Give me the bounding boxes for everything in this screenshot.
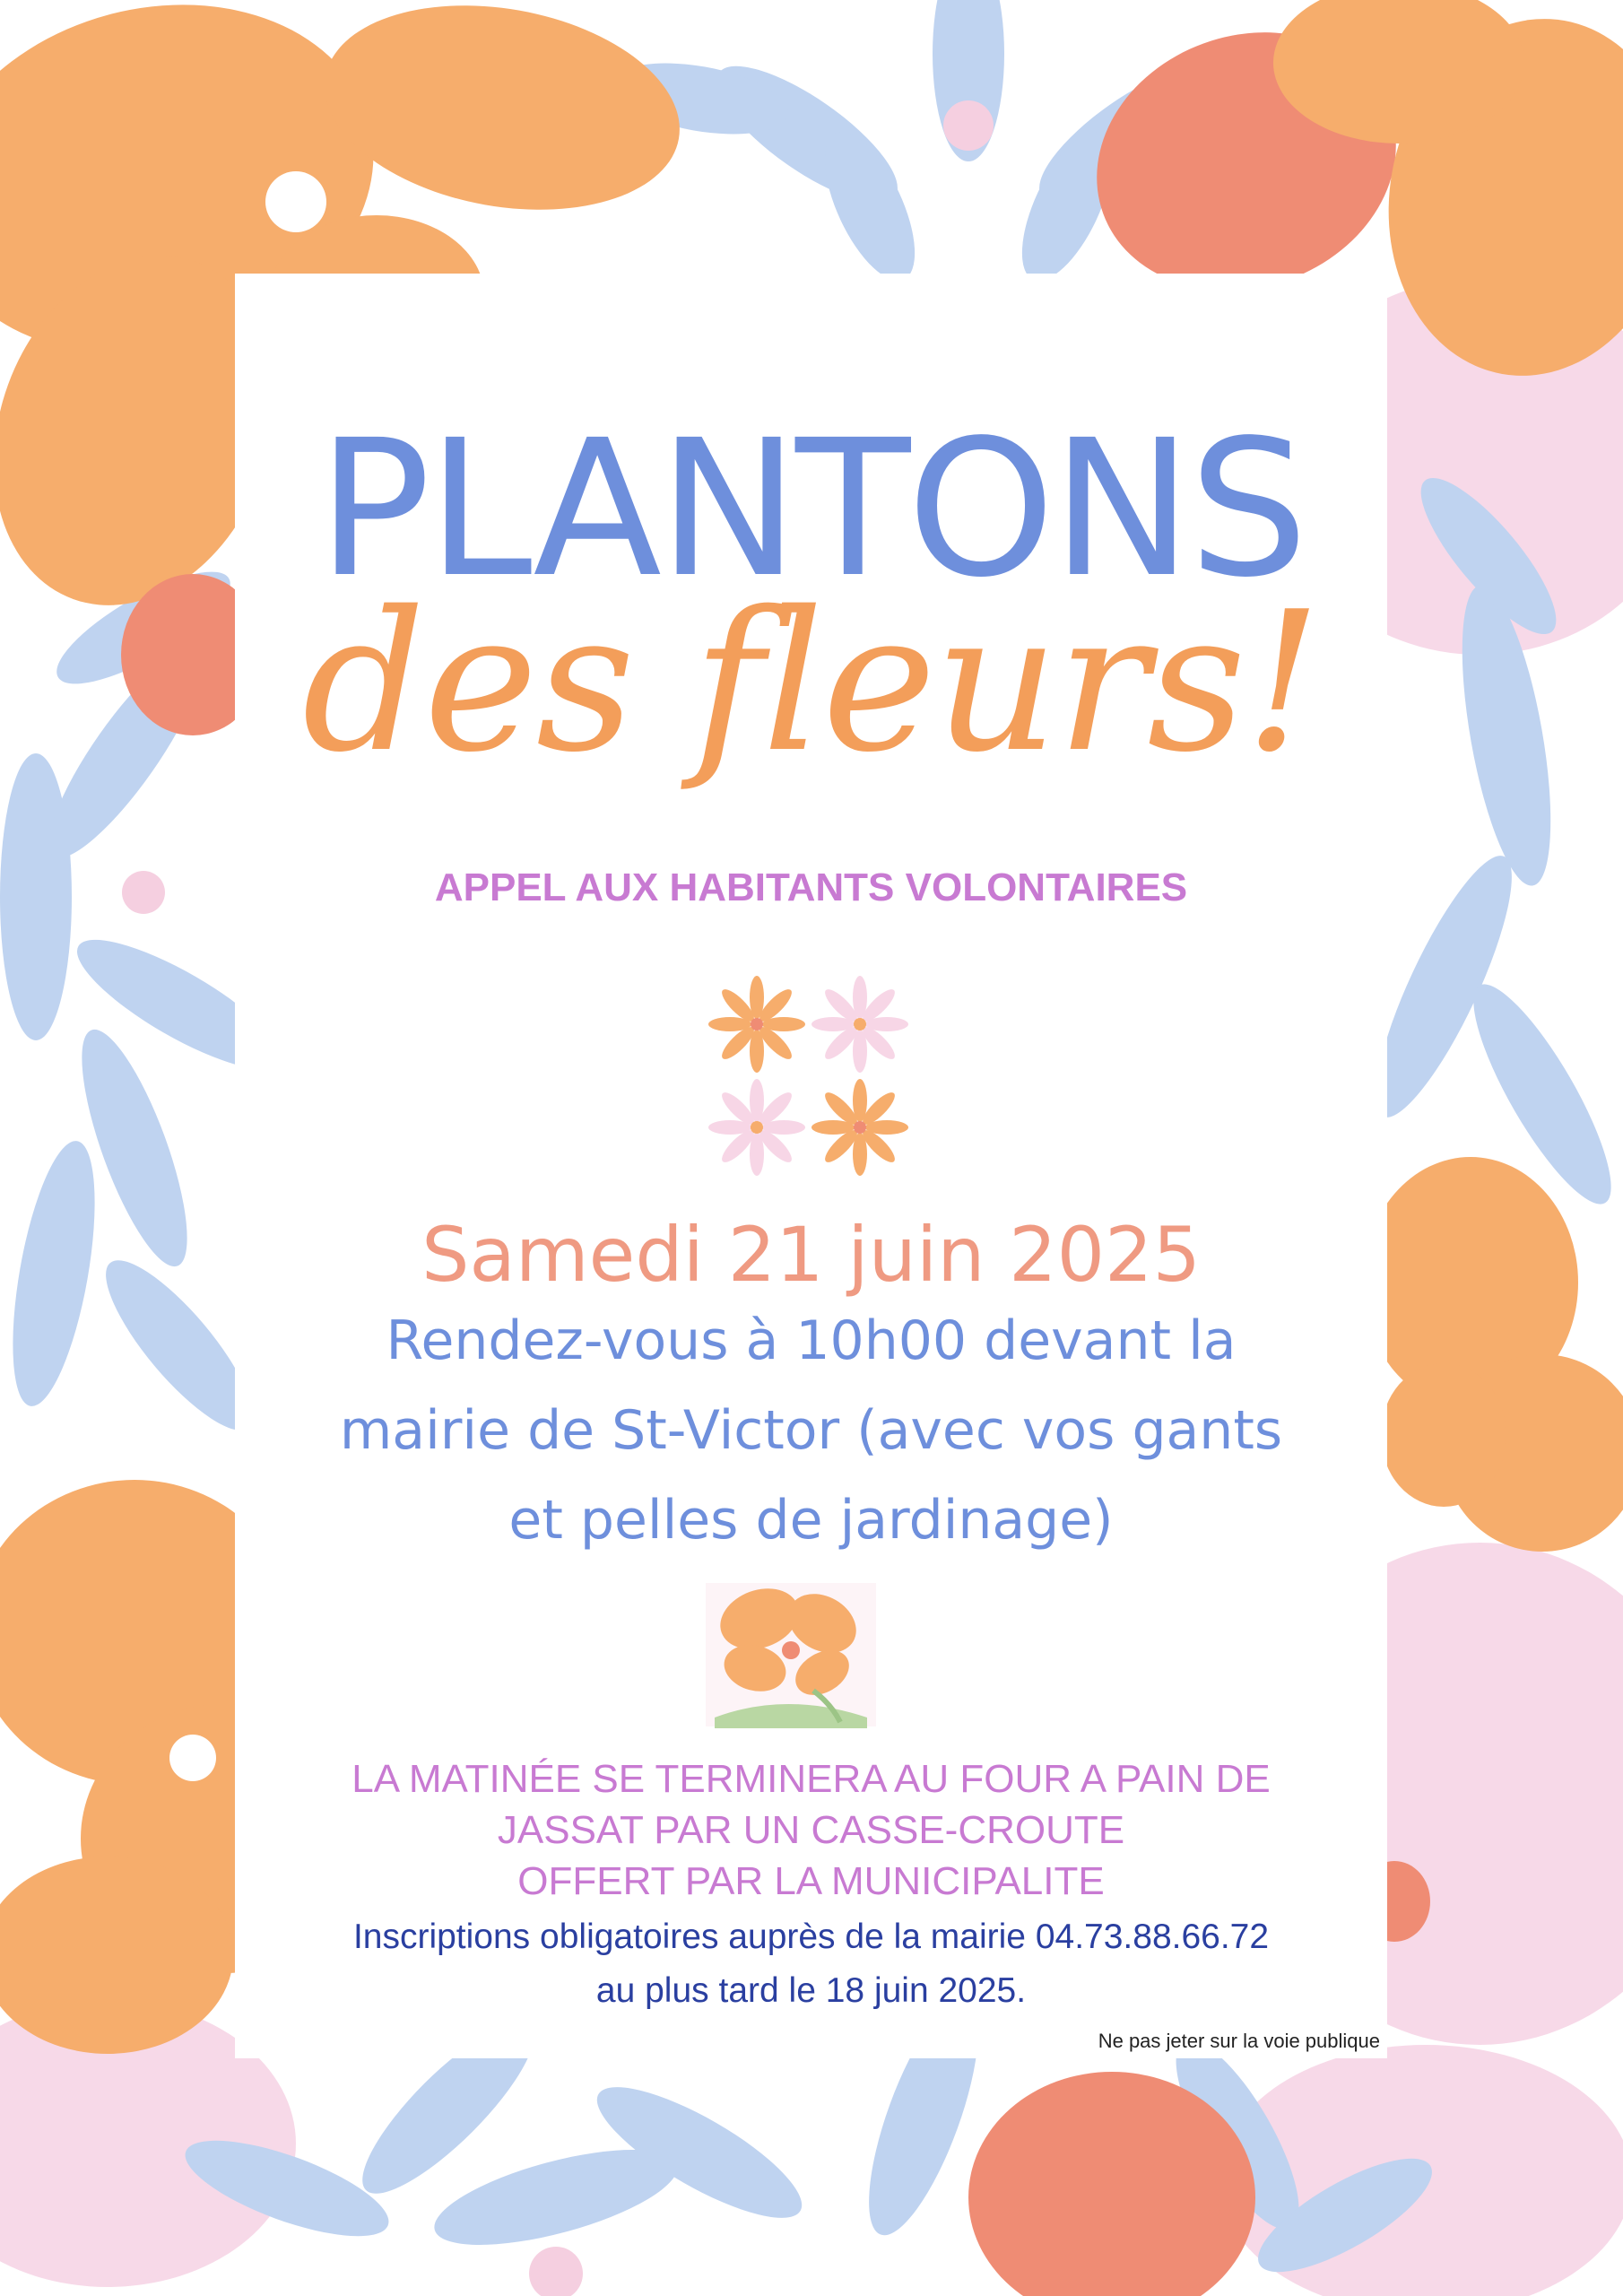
rendezvous-text — [235, 1296, 1387, 1565]
matinee-line: LA MATINÉE SE TERMINERA AU FOUR A PAIN DE — [352, 1757, 1271, 1801]
inscription-line: au plus tard le 18 juin 2025. — [595, 1971, 1027, 2010]
content-panel — [235, 274, 1387, 2058]
inscription-line: Inscriptions obligatoires auprès de la mairie 04.73.88.66.72 — [352, 1918, 1270, 1956]
rendezvous-line: mairie de St-Victor (avec vos gants — [339, 1399, 1283, 1462]
matinee-line: OFFERT PAR LA MUNICIPALITE — [517, 1859, 1105, 1903]
inscription-text — [235, 1910, 1387, 2018]
flower-tiles-icon — [706, 973, 912, 1179]
event-date: Samedi 21 juin 2025 — [421, 1211, 1201, 1299]
appeal-text: APPEL AUX HABITANTS VOLONTAIRES — [434, 865, 1188, 909]
footer-note: Ne pas jeter sur la voie publique — [1098, 2030, 1380, 2052]
rendezvous-line: Rendez-vous à 10h00 devant la — [386, 1309, 1237, 1372]
orange-flower-icon — [706, 1583, 876, 1735]
poster-title: PLANTONS — [317, 399, 1306, 619]
matinee-text — [235, 1753, 1387, 1907]
matinee-line: JASSAT PAR UN CASSE-CROUTE — [497, 1808, 1125, 1852]
poster-subtitle: des fleurs! — [301, 570, 1321, 795]
rendezvous-line: et pelles de jardinage) — [508, 1489, 1114, 1552]
